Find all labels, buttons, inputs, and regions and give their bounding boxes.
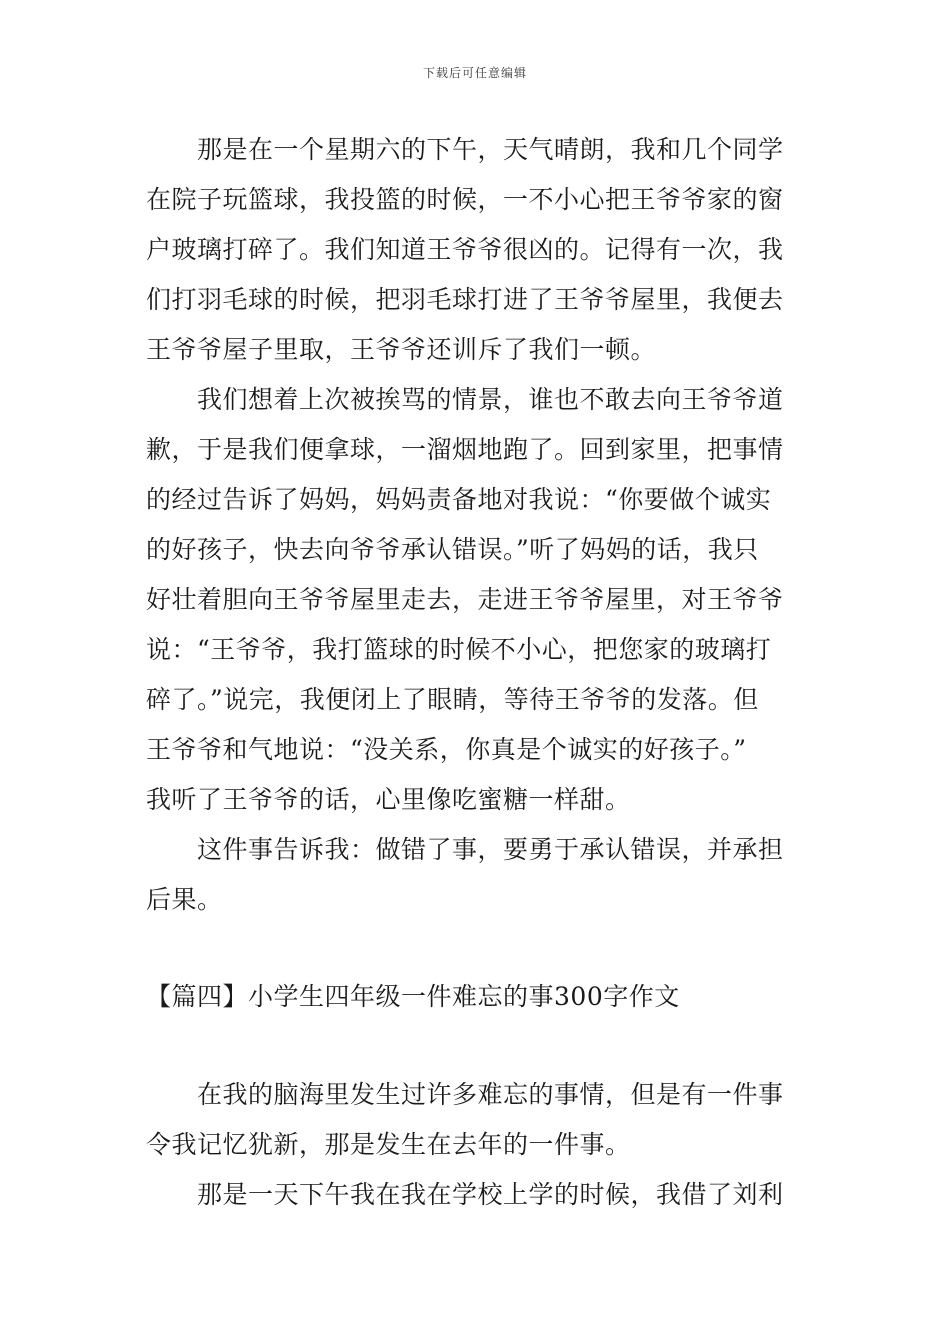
- section-heading: 【篇四】小学生四年级一件难忘的事300字作文: [146, 982, 680, 1011]
- paragraph-line: 我听了王爷爷的话，心里像吃蜜糖一样甜。: [146, 785, 631, 814]
- paragraph-line: 的经过告诉了妈妈，妈妈责备地对我说：“你要做个诚实: [146, 485, 772, 514]
- paragraph-line: 那是一天下午我在我在学校上学的时候，我借了刘利: [197, 1180, 784, 1209]
- paragraph-line: 令我记忆犹新，那是发生在去年的一件事。: [146, 1130, 631, 1159]
- paragraph-line: 说：“王爷爷，我打篮球的时候不小心，把您家的玻璃打: [146, 635, 772, 664]
- paragraph-line: 们打羽毛球的时候，把羽毛球打进了王爷爷屋里，我便去: [146, 285, 784, 314]
- paragraph-line: 那是在一个星期六的下午，天气晴朗，我和几个同学: [197, 135, 784, 164]
- paragraph-line: 在院子玩篮球，我投篮的时候，一不小心把王爷爷家的窗: [146, 185, 784, 214]
- paragraph-line: 我们想着上次被挨骂的情景，谁也不敢去向王爷爷道: [197, 385, 784, 414]
- paragraph-line: 歉，于是我们便拿球，一溜烟地跑了。回到家里，把事情: [146, 435, 784, 464]
- paragraph-line: 的好孩子，快去向爷爷承认错误。”听了妈妈的话，我只: [146, 535, 759, 564]
- paragraph-line: 后果。: [146, 885, 223, 914]
- paragraph-line: 在我的脑海里发生过许多难忘的事情，但是有一件事: [197, 1080, 784, 1109]
- header-note: 下载后可任意编辑: [422, 66, 527, 80]
- paragraph-line: 王爷爷屋子里取，王爷爷还训斥了我们一顿。: [146, 335, 657, 364]
- paragraph-line: 户玻璃打碎了。我们知道王爷爷很凶的。记得有一次，我: [146, 235, 784, 264]
- paragraph-line: 王爷爷和气地说：“没关系，你真是个诚实的好孩子。”: [146, 735, 747, 764]
- paragraph-line: 好壮着胆向王爷爷屋里走去，走进王爷爷屋里，对王爷爷: [146, 585, 784, 614]
- paragraph-line: 这件事告诉我：做错了事，要勇于承认错误，并承担: [197, 835, 784, 864]
- paragraph-line: 碎了。”说完，我便闭上了眼睛，等待王爷爷的发落。但: [146, 685, 759, 714]
